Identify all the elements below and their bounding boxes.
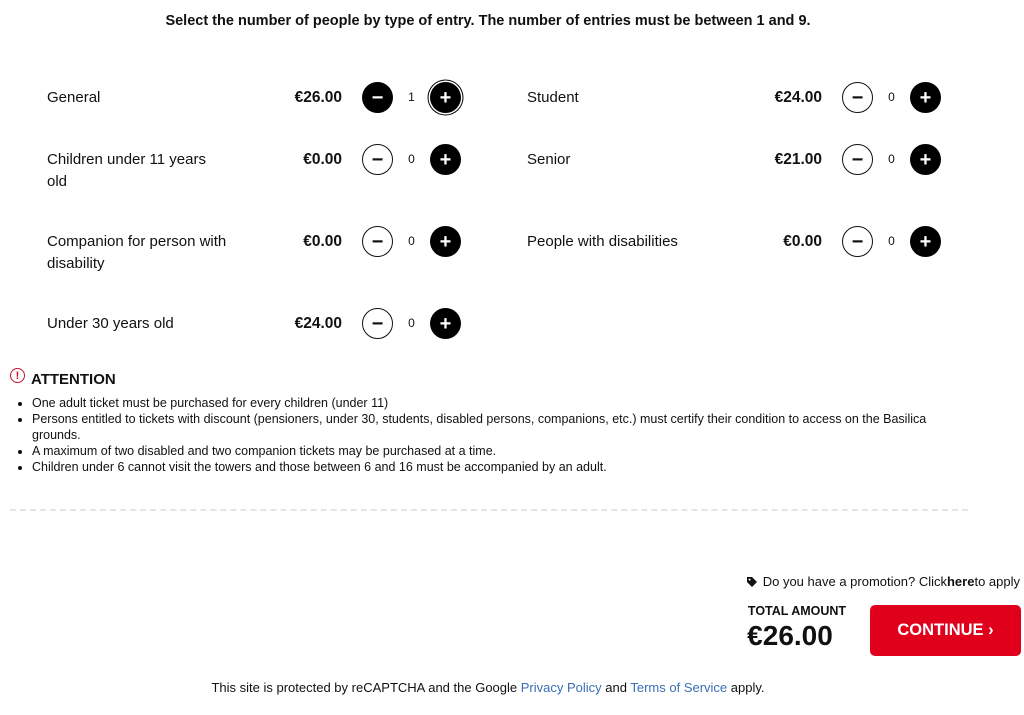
- quantity-value: 0: [408, 234, 415, 248]
- quantity-value: 0: [408, 152, 415, 166]
- promotion-text-before: Do you have a promotion? Click: [762, 574, 947, 589]
- increment-button[interactable]: +: [910, 226, 941, 257]
- entry-name: Senior: [527, 151, 571, 168]
- dashed-divider: [10, 509, 968, 511]
- entry-senior: [527, 144, 957, 190]
- increment-button[interactable]: +: [430, 82, 461, 113]
- quantity-value: 0: [408, 316, 415, 330]
- increment-button[interactable]: +: [430, 144, 461, 175]
- entry-name: Companion for person with disability: [47, 233, 227, 272]
- entry-companion: [47, 226, 477, 272]
- attention-item: • One adult ticket must be purchased for every children (under 11): [32, 395, 970, 411]
- attention-list: [10, 395, 970, 475]
- increment-button[interactable]: +: [910, 82, 941, 113]
- entry-price: €0.00: [303, 151, 342, 168]
- entry-price: €26.00: [294, 89, 342, 106]
- entry-price: €24.00: [774, 89, 822, 106]
- footer-text-after: apply.: [727, 680, 765, 695]
- privacy-policy-link[interactable]: Privacy Policy: [520, 680, 602, 695]
- quantity-value: 1: [408, 90, 415, 104]
- entry-price: €0.00: [783, 233, 822, 250]
- entry-children-under-11: [47, 144, 477, 190]
- attention-panel: [10, 371, 970, 475]
- increment-button[interactable]: +: [430, 226, 461, 257]
- entry-student: [527, 82, 957, 128]
- decrement-button[interactable]: −: [842, 226, 873, 257]
- footer-text-middle: and: [601, 680, 631, 695]
- promotion-here-link[interactable]: here: [946, 574, 975, 589]
- entry-price: €24.00: [294, 315, 342, 332]
- entry-people-with-disabilities: [527, 226, 957, 272]
- attention-item: • Persons entitled to tickets with discount (pensioners, under 30, students, disabled persons, companions, etc.) must certify their condition to access on the Basilica grounds.: [32, 411, 970, 443]
- tag-icon: [746, 576, 758, 588]
- attention-item: • Children under 6 cannot visit the towers and those between 6 and 16 must be accompanied by an adult.: [32, 459, 970, 475]
- attention-item: • A maximum of two disabled and two companion tickets may be purchased at a time.: [32, 443, 970, 459]
- promotion-line: [746, 574, 1020, 589]
- decrement-button[interactable]: −: [362, 308, 393, 339]
- footer-text-before: This site is protected by reCAPTCHA and the Google: [211, 680, 521, 695]
- increment-button[interactable]: +: [910, 144, 941, 175]
- quantity-value: 0: [888, 152, 895, 166]
- promotion-text-after: to apply: [974, 574, 1020, 589]
- instruction-text: Select the number of people by type of entry. The number of entries must be between 1 and 9.: [165, 13, 811, 29]
- decrement-button[interactable]: −: [842, 82, 873, 113]
- increment-button[interactable]: +: [430, 308, 461, 339]
- recaptcha-notice: [0, 680, 976, 695]
- entry-name: Children under 11 years old: [47, 151, 206, 190]
- decrement-button[interactable]: −: [362, 144, 393, 175]
- total-amount-value: €26.00: [747, 620, 833, 651]
- decrement-button[interactable]: −: [362, 226, 393, 257]
- entry-name: General: [47, 89, 101, 106]
- entry-price: €21.00: [774, 151, 822, 168]
- entry-price: €0.00: [303, 233, 342, 250]
- attention-header: [10, 371, 970, 388]
- total-amount-label: TOTAL AMOUNT: [747, 604, 847, 618]
- quantity-value: 0: [888, 234, 895, 248]
- quantity-value: 0: [888, 90, 895, 104]
- entry-general: [47, 82, 477, 128]
- decrement-button[interactable]: −: [362, 82, 393, 113]
- attention-title: ATTENTION: [31, 371, 116, 388]
- entry-name: Under 30 years old: [47, 315, 174, 332]
- alert-circle-icon: !: [10, 368, 25, 383]
- entry-name: People with disabilities: [527, 233, 678, 250]
- decrement-button[interactable]: −: [842, 144, 873, 175]
- entry-name: Student: [527, 89, 579, 106]
- continue-button[interactable]: CONTINUE ›: [870, 605, 1021, 656]
- entry-under-30: [47, 308, 477, 354]
- terms-of-service-link[interactable]: Terms of Service: [630, 680, 728, 695]
